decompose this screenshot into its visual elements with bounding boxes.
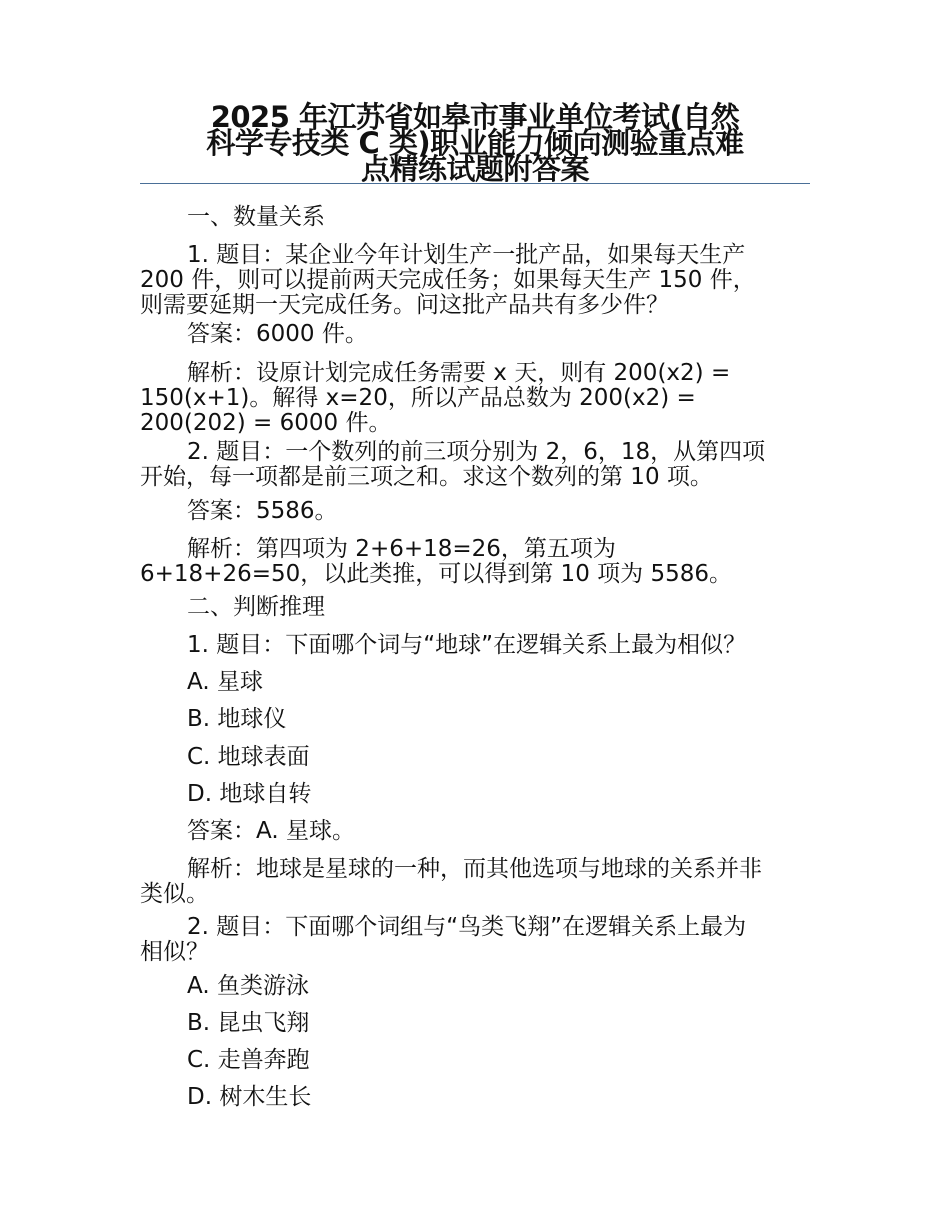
- s2-q1-analysis-line-2: 类似。: [140, 881, 209, 907]
- s1-q2-question-line-1: 2. 题目：一个数列的前三项分别为 2，6，18，从第四项: [187, 439, 766, 465]
- s1-q1-question: [140, 243, 810, 318]
- s2-q1-question: 1. 题目：下面哪个词与“地球”在逻辑关系上最为相似？: [187, 632, 747, 658]
- s1-q2-question: [140, 440, 810, 490]
- s2-q1-question-block: [140, 633, 810, 658]
- s2-q2-option-d-block: [140, 1085, 810, 1110]
- s1-q1-question-line-1: 1. 题目：某企业今年计划生产一批产品，如果每天生产: [187, 242, 746, 268]
- s1-q2-analysis-line-1: 解析：第四项为 2+6+18=26，第五项为: [187, 536, 616, 562]
- s1-q1-analysis: [140, 361, 810, 436]
- s1-q1-question-line-3: 则需要延期一天完成任务。问这批产品共有多少件？: [140, 292, 669, 318]
- s2-q2-option-b: B. 昆虫飞翔: [187, 1010, 310, 1036]
- section1-heading-block: [140, 205, 810, 230]
- s1-q2-answer: 答案：5586。: [187, 498, 338, 524]
- s1-q2-answer-block: [140, 499, 810, 524]
- s1-q2-analysis-line-2: 6+18+26=50，以此类推，可以得到第 10 项为 5586。: [140, 561, 732, 587]
- s2-q2-option-a: A. 鱼类游泳: [187, 973, 309, 999]
- s2-q2-option-c: C. 走兽奔跑: [187, 1047, 310, 1073]
- s2-q1-analysis: [140, 857, 810, 907]
- title-line-1: 2025 年江苏省如皋市事业单位考试(自然: [210, 100, 740, 134]
- s2-q2-option-a-block: [140, 974, 810, 999]
- s1-q1-analysis-line-3: 200(202) = 6000 件。: [140, 410, 392, 436]
- s1-q2-question-line-2: 开始，每一项都是前三项之和。求这个数列的第 10 项。: [140, 464, 713, 490]
- s2-q1-option-c-block: [140, 745, 810, 770]
- section-heading-quantity: 一、数量关系: [187, 204, 325, 230]
- s2-q1-option-a-block: [140, 670, 810, 695]
- s1-q2-analysis: [140, 537, 810, 587]
- s2-q1-option-b: B. 地球仪: [187, 706, 287, 732]
- s2-q1-answer: 答案：A. 星球。: [187, 818, 355, 844]
- s2-q2-question-line-1: 2. 题目：下面哪个词组与“鸟类飞翔”在逻辑关系上最为: [187, 914, 747, 940]
- s2-q1-option-d-block: [140, 782, 810, 807]
- s2-q1-answer-block: [140, 819, 810, 844]
- s1-q1-answer: 答案：6000 件。: [187, 321, 368, 347]
- s2-q2-option-d: D. 树木生长: [187, 1084, 312, 1110]
- section-heading-reasoning: 二、判断推理: [187, 594, 325, 620]
- s2-q2-option-c-block: [140, 1048, 810, 1073]
- s2-q2-option-b-block: [140, 1011, 810, 1036]
- s1-q1-analysis-line-2: 150(x+1)。解得 x=20，所以产品总数为 200(x2) =: [140, 385, 696, 411]
- document-title: [140, 100, 810, 186]
- section2-heading-block: [140, 595, 810, 620]
- s2-q1-option-c: C. 地球表面: [187, 744, 310, 770]
- s2-q1-analysis-line-1: 解析：地球是星球的一种，而其他选项与地球的关系并非: [187, 856, 762, 882]
- title-line-3: 点精练试题附答案: [360, 152, 589, 186]
- title-divider: [140, 183, 810, 184]
- s1-q1-answer-block: [140, 322, 810, 347]
- s1-q1-analysis-line-1: 解析：设原计划完成任务需要 x 天，则有 200(x2) =: [187, 360, 731, 386]
- s2-q2-question: [140, 915, 810, 965]
- s2-q1-option-a: A. 星球: [187, 669, 263, 695]
- s2-q1-option-d: D. 地球自转: [187, 781, 312, 807]
- title-line-2: 科学专技类 C 类)职业能力倾向测验重点难: [206, 126, 744, 160]
- s2-q2-question-line-2: 相似？: [140, 939, 209, 965]
- s2-q1-option-b-block: [140, 707, 810, 732]
- s1-q1-question-line-2: 200 件，则可以提前两天完成任务；如果每天生产 150 件，: [140, 267, 756, 293]
